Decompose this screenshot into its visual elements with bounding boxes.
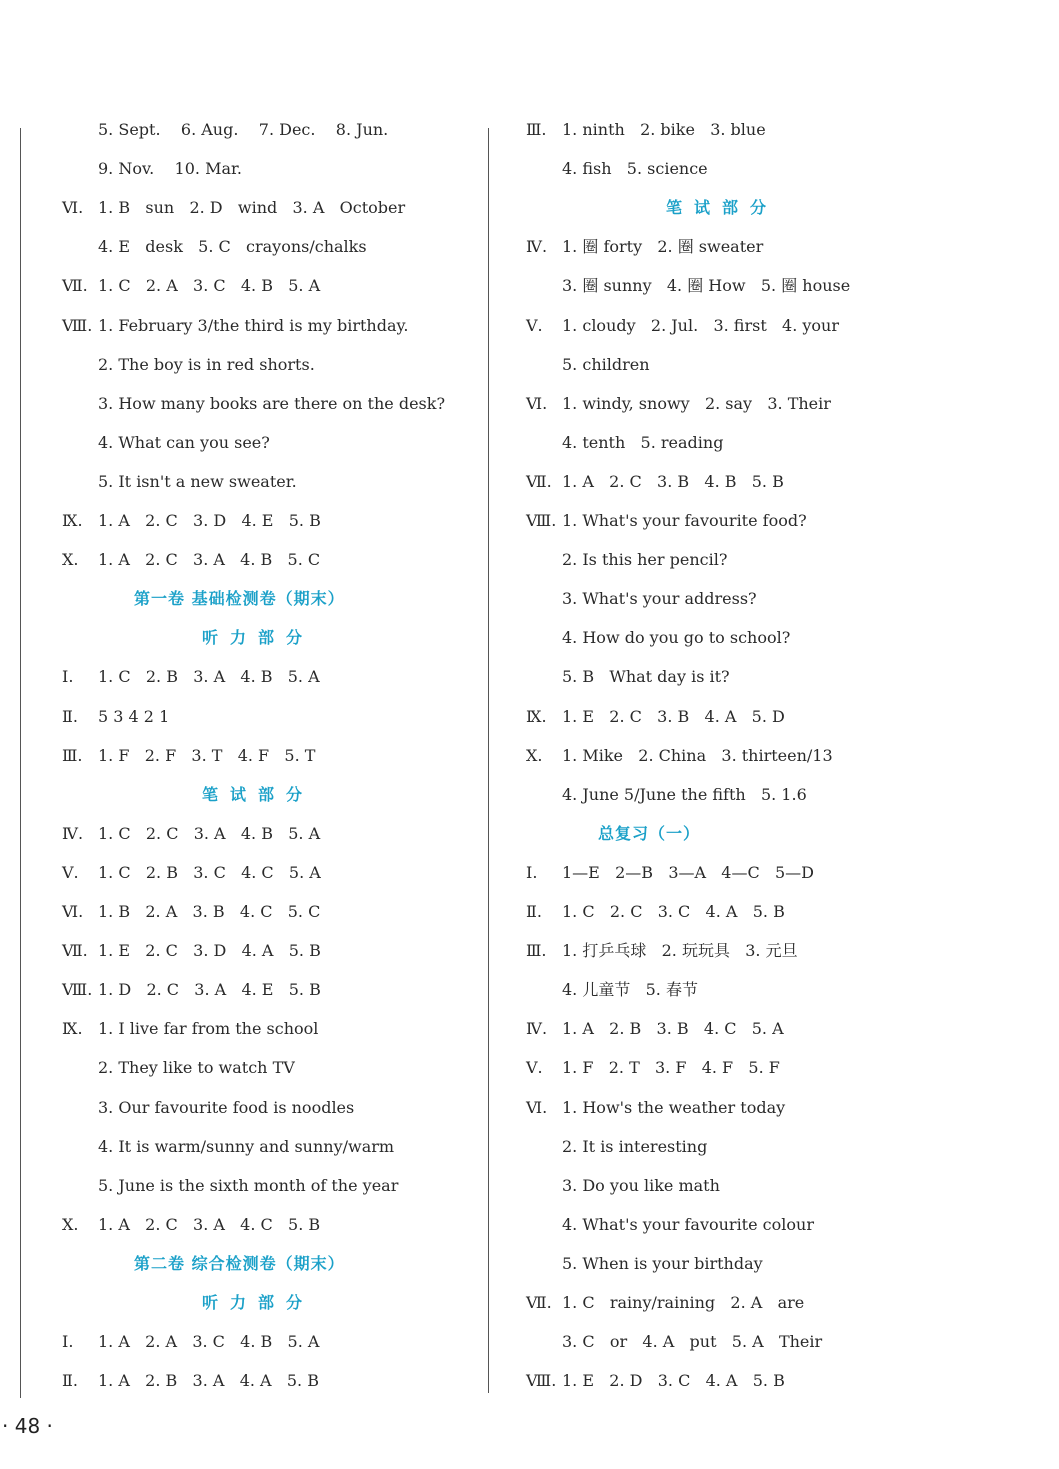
answer-text: 3. Do you like math [562,1176,720,1195]
answer-text: 4. What's your favourite colour [562,1215,814,1234]
answer-text: 1. D 2. C 3. A 4. E 5. B [98,980,321,999]
answer-text: 3. Our favourite food is noodles [98,1098,355,1117]
answer-text: 5. When is your birthday [562,1254,763,1273]
answer-text: 4. It is warm/sunny and sunny/warm [98,1137,395,1156]
answer-text: 4. 儿童节 5. 春节 [562,980,698,999]
answer-text: 1. F 2. T 3. F 4. F 5. F [562,1058,780,1077]
page-number: · 48 · [2,1414,53,1438]
answer-text: 1. A 2. B 3. A 4. A 5. B [98,1371,319,1390]
answer-line [62,431,270,455]
answer-text: 5. Sept. 6. Aug. 7. Dec. 8. Jun. [98,120,389,139]
section-heading: 听力部分 [202,1293,315,1312]
question-group-number: Ⅸ. [62,1019,83,1038]
answer-line [62,548,320,572]
answer-text: 4. E desk 5. C crayons/chalks [98,237,367,256]
answer-line [62,1056,295,1080]
question-group-number: Ⅶ. [62,941,88,960]
answer-text: 1. ninth 2. bike 3. blue [562,120,766,139]
question-group-number: Ⅵ. [526,394,548,413]
question-group-number: Ⅵ. [526,1098,548,1117]
answer-line [62,1096,354,1120]
answer-line [526,900,785,924]
answer-line [526,978,698,1002]
answer-line [62,900,320,924]
question-group-number: Ⅸ. [62,511,83,530]
answer-line [526,157,708,181]
answer-line [526,548,727,572]
answer-text: 1. 圈 forty 2. 圈 sweater [562,237,764,256]
answer-line [62,978,321,1002]
question-group-number: Ⅵ. [62,902,84,921]
answer-line [62,392,445,416]
answer-line [526,431,723,455]
answer-line [62,822,320,846]
question-group-number: Ⅳ. [62,824,84,843]
section-heading: 第一卷 基础检测卷（期末） [134,589,345,608]
answer-line [62,665,320,689]
answer-line [62,1174,398,1198]
answer-line [62,1213,320,1237]
answer-line [62,1017,318,1041]
answer-line [526,705,785,729]
answer-text: 1. February 3/the third is my birthday. [98,316,409,335]
section-heading: 总复习（一） [598,824,701,843]
question-group-number: Ⅹ. [62,550,79,569]
question-group-number: Ⅲ. [526,941,547,960]
answer-text: 1. E 2. C 3. D 4. A 5. B [98,941,321,960]
answer-line [62,274,320,298]
question-group-number: Ⅲ. [62,746,83,765]
answer-line [62,157,242,181]
answer-text: 1. A 2. C 3. D 4. E 5. B [98,511,321,530]
answer-line [62,1330,319,1354]
answer-line [526,1017,784,1041]
answer-line [526,1291,804,1315]
question-group-number: Ⅷ. [62,980,93,999]
answer-line [526,626,790,650]
question-group-number: Ⅱ. [62,1371,78,1390]
left-margin-rule [20,128,21,1398]
answer-text: 9. Nov. 10. Mar. [98,159,242,178]
answer-text: 1. How's the weather today [562,1098,786,1117]
question-group-number: Ⅳ. [526,1019,548,1038]
answer-text: 2. The boy is in red shorts. [98,355,315,374]
answer-line [62,353,315,377]
question-group-number: Ⅱ. [526,902,542,921]
answer-text: 3. What's your address? [562,589,757,608]
answer-line [62,705,169,729]
answer-text: 1. C 2. B 3. C 4. C 5. A [98,863,321,882]
question-group-number: Ⅴ. [62,863,79,882]
answer-text: 1. A 2. C 3. A 4. C 5. B [98,1215,321,1234]
answer-line [526,392,831,416]
answer-text: 4. June 5/June the fifth 5. 1.6 [562,785,807,804]
question-group-number: Ⅴ. [526,316,543,335]
answer-line [526,1369,785,1393]
question-group-number: Ⅰ. [526,863,538,882]
answer-text: 2. Is this her pencil? [562,550,728,569]
answer-text: 1. F 2. F 3. T 4. F 5. T [98,746,316,765]
answer-line [62,235,367,259]
answer-text: 5. It isn't a new sweater. [98,472,297,491]
answer-text: 1. What's your favourite food? [562,511,807,530]
answer-text: 3. 圈 sunny 4. 圈 How 5. 圈 house [562,276,851,295]
answer-line [526,1213,814,1237]
answer-text: 3. C or 4. A put 5. A Their [562,1332,823,1351]
answer-line [62,196,405,220]
answer-text: 5. B What day is it? [562,667,730,686]
answer-line [62,1135,394,1159]
answer-text: 1. C 2. B 3. A 4. B 5. A [98,667,320,686]
question-group-number: Ⅶ. [62,276,88,295]
answer-line [526,744,833,768]
answer-line [526,353,650,377]
answer-text: 1. A 2. C 3. B 4. B 5. B [562,472,784,491]
answer-line [526,1330,822,1354]
answer-text: 1. C 2. A 3. C 4. B 5. A [98,276,321,295]
answer-line [526,509,807,533]
answer-line [526,470,784,494]
answer-text: 1. E 2. D 3. C 4. A 5. B [562,1371,785,1390]
answer-line [526,314,839,338]
section-heading: 听力部分 [202,628,315,647]
answer-line [526,235,763,259]
answer-line [62,470,297,494]
answer-text: 1. A 2. A 3. C 4. B 5. A [98,1332,320,1351]
answer-text: 3. How many books are there on the desk? [98,394,446,413]
question-group-number: Ⅷ. [62,316,93,335]
question-group-number: Ⅱ. [62,707,78,726]
answer-text: 4. tenth 5. reading [562,433,724,452]
answer-text: 2. They like to watch TV [98,1058,295,1077]
answer-text: 1. Mike 2. China 3. thirteen/13 [562,746,833,765]
answer-line [526,1135,707,1159]
answer-text: 1. I live far from the school [98,1019,319,1038]
answer-line [526,783,807,807]
answer-line [526,274,850,298]
answer-line [526,1252,763,1276]
question-group-number: Ⅶ. [526,472,552,491]
answer-text: 1. C 2. C 3. A 4. B 5. A [98,824,321,843]
answer-text: 4. How do you go to school? [562,628,791,647]
answer-text: 1—E 2—B 3—A 4—C 5—D [562,863,814,882]
answer-line [526,1056,780,1080]
question-group-number: Ⅲ. [526,120,547,139]
question-group-number: Ⅰ. [62,1332,74,1351]
question-group-number: Ⅳ. [526,237,548,256]
answer-line [62,118,388,142]
answer-line [526,665,730,689]
answer-text: 1. E 2. C 3. B 4. A 5. D [562,707,785,726]
question-group-number: Ⅰ. [62,667,74,686]
answer-line [62,939,321,963]
question-group-number: Ⅸ. [526,707,547,726]
answer-text: 5 3 4 2 1 [98,707,170,726]
answer-line [62,314,408,338]
answer-text: 1. B sun 2. D wind 3. A October [98,198,406,217]
answer-text: 1. windy, snowy 2. say 3. Their [562,394,831,413]
answer-line [62,744,315,768]
section-heading: 笔试部分 [202,785,315,804]
answer-text: 5. children [562,355,650,374]
answer-text: 1. A 2. B 3. B 4. C 5. A [562,1019,784,1038]
answer-line [526,861,814,885]
answer-text: 1. cloudy 2. Jul. 3. first 4. your [562,316,839,335]
answer-text: 1. A 2. C 3. A 4. B 5. C [98,550,321,569]
answer-text: 1. C rainy/raining 2. A are [562,1293,805,1312]
answer-line [62,861,321,885]
question-group-number: Ⅷ. [526,511,557,530]
answer-text: 4. What can you see? [98,433,270,452]
answer-line [526,118,766,142]
answer-text: 1. C 2. C 3. C 4. A 5. B [562,902,785,921]
question-group-number: Ⅷ. [526,1371,557,1390]
answer-text: 4. fish 5. science [562,159,708,178]
answer-line [526,1174,720,1198]
column-divider [488,128,489,1393]
answer-line [526,587,757,611]
section-heading: 笔试部分 [666,198,779,217]
answer-line [526,939,798,963]
answer-text: 5. June is the sixth month of the year [98,1176,399,1195]
question-group-number: Ⅶ. [526,1293,552,1312]
answer-text: 1. 打乒乓球 2. 玩玩具 3. 元旦 [562,941,798,960]
question-group-number: Ⅵ. [62,198,84,217]
question-group-number: Ⅹ. [62,1215,79,1234]
answer-line [526,1096,785,1120]
answer-text: 1. B 2. A 3. B 4. C 5. C [98,902,321,921]
answer-text: 2. It is interesting [562,1137,708,1156]
question-group-number: Ⅹ. [526,746,543,765]
section-heading: 第二卷 综合检测卷（期末） [134,1254,345,1273]
answer-line [62,509,321,533]
question-group-number: Ⅴ. [526,1058,543,1077]
answer-line [62,1369,319,1393]
